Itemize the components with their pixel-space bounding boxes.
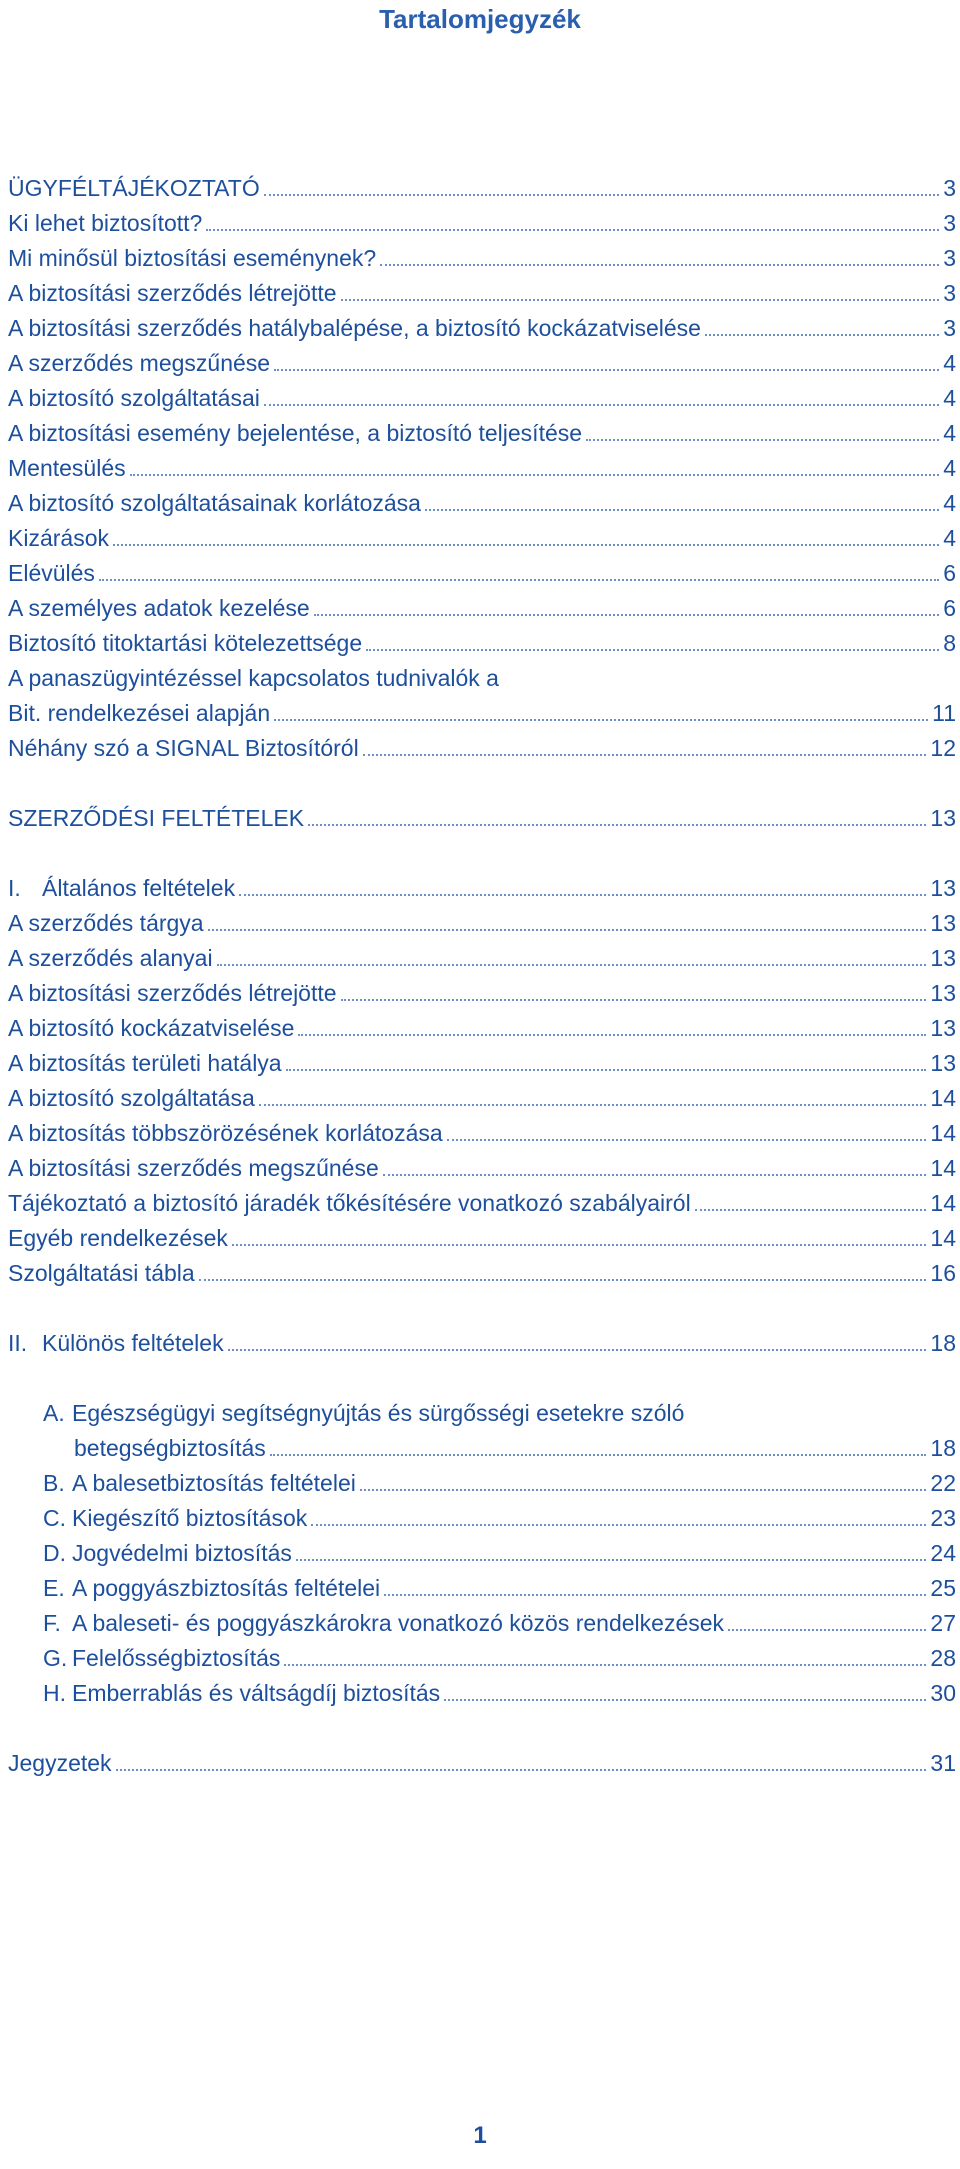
dot-leader [296,1559,927,1561]
toc-entry[interactable] [8,451,956,486]
toc-entry-page: 14 [930,1190,956,1216]
dot-leader [274,369,939,371]
toc-entry-page: 6 [943,560,956,586]
toc-entry-label: A biztosítási szerződés létrejötte [8,980,337,1006]
table-of-contents [8,171,956,1781]
toc-entry-label: Tájékoztató a biztosító járadék tőkésítésére vonatkozó szabályairól [8,1190,691,1216]
toc-entry[interactable] [8,1641,956,1676]
dot-leader [695,1209,927,1211]
part-letter: H. [43,1680,66,1706]
toc-entry-page: 12 [930,735,956,761]
toc-entry-page: 4 [943,350,956,376]
dot-leader [298,1034,926,1036]
toc-entry[interactable] [8,976,956,1011]
toc-entry-page: 28 [930,1645,956,1671]
toc-entry[interactable] [8,1431,956,1466]
toc-entry-page: 3 [943,315,956,341]
dot-leader [217,964,927,966]
toc-entry-page: 22 [930,1470,956,1496]
toc-entry-label: Kizárások [8,525,109,551]
dot-leader [341,299,940,301]
toc-entry-page: 13 [930,910,956,936]
toc-entry[interactable] [8,1571,956,1606]
toc-entry[interactable] [8,731,956,766]
toc-entry-page: 13 [930,1050,956,1076]
spacer [8,766,956,801]
dot-leader [341,999,927,1001]
dot-leader [363,754,927,756]
part-title: Jogvédelmi biztosítás [72,1540,292,1566]
toc-entry-page: 13 [930,945,956,971]
dot-leader [99,579,939,581]
dot-leader [366,649,939,651]
toc-entry[interactable] [8,1221,956,1256]
toc-entry-label: Néhány szó a SIGNAL Biztosítóról [8,735,359,761]
toc-entry-label: A személyes adatok kezelése [8,595,310,621]
part-title: A balesetbiztosítás feltételei [72,1470,356,1496]
part-title: A poggyászbiztosítás feltételei [72,1575,381,1601]
toc-entry[interactable] [8,1676,956,1711]
dot-leader [308,824,926,826]
spacer [8,1711,956,1746]
toc-entry-label: Bit. rendelkezései alapján [8,700,271,726]
toc-entry-page: 4 [943,490,956,516]
toc-entry[interactable] [8,1466,956,1501]
toc-entry-page: 27 [930,1610,956,1636]
part-letter: E. [43,1575,65,1601]
part-letter: A. [43,1400,65,1426]
dot-leader [425,509,939,511]
dot-leader [239,894,926,896]
toc-entry-label: A szerződés megszűnése [8,350,271,376]
dot-leader [199,1279,927,1281]
part-title: Különös feltételek [42,1330,224,1356]
toc-entry[interactable] [8,1011,956,1046]
toc-entry[interactable] [8,311,956,346]
part-title: Általános feltételek [42,875,236,901]
dot-leader [208,929,927,931]
dot-leader [360,1489,927,1491]
toc-entry-page: 14 [930,1155,956,1181]
toc-entry-page: 30 [930,1680,956,1706]
toc-entry[interactable] [8,801,956,836]
toc-entry[interactable] [8,1536,956,1571]
part-letter: D. [43,1540,66,1566]
toc-entry-label: A biztosítási szerződés megszűnése [8,1155,379,1181]
toc-entry-page: 25 [930,1575,956,1601]
toc-entry-page: 8 [943,630,956,656]
dot-leader [113,544,939,546]
toc-entry[interactable] [8,486,956,521]
dot-leader [274,719,928,721]
toc-entry-page: 3 [943,175,956,201]
toc-entry-label [43,1466,356,1501]
dot-leader [447,1139,927,1141]
dot-leader [705,334,939,336]
dot-leader [259,1104,927,1106]
dot-leader [206,229,939,231]
toc-entry[interactable] [8,381,956,416]
toc-entry-label: A szerződés tárgya [8,910,204,936]
toc-entry[interactable] [8,346,956,381]
toc-entry-label [43,1606,724,1641]
toc-entry[interactable] [8,1186,956,1221]
toc-entry[interactable] [8,171,956,206]
toc-entry-page: 23 [930,1505,956,1531]
part-title: A baleseti- és poggyászkárokra vonatkozó közös rendelkezések [72,1610,725,1636]
toc-entry-label [43,1536,292,1571]
dot-leader [728,1629,926,1631]
toc-entry-label: A biztosító kockázatviselése [8,1015,295,1041]
toc-entry[interactable] [8,626,956,661]
toc-entry-label: Szolgáltatási tábla [8,1260,195,1286]
toc-entry[interactable] [8,1116,956,1151]
toc-entry-label: A szerződés alanyai [8,945,213,971]
toc-entry-label: A biztosítás többszörözésének korlátozása [8,1120,443,1146]
toc-entry-label [43,1641,280,1676]
toc-entry-label: Ki lehet biztosított? [8,210,203,236]
toc-entry-page: 14 [930,1085,956,1111]
toc-entry-line[interactable] [8,661,956,696]
toc-entry[interactable] [8,241,956,276]
dot-leader [286,1069,927,1071]
dot-leader [264,404,939,406]
toc-entry-page: 3 [943,210,956,236]
part-title: Kiegészítő biztosítások [72,1505,308,1531]
part-number: I. [8,875,21,901]
dot-leader [264,194,939,196]
spacer [8,1361,956,1396]
toc-entry-label: Egyéb rendelkezések [8,1225,228,1251]
toc-entry-page: 13 [930,1015,956,1041]
toc-entry-label [43,1501,307,1536]
toc-entry[interactable] [8,591,956,626]
part-number: II. [8,1330,28,1356]
toc-entry-label: A biztosító szolgáltatásai [8,385,260,411]
toc-entry[interactable] [8,556,956,591]
toc-entry-label: betegségbiztosítás [74,1435,266,1461]
spacer [8,836,956,871]
toc-entry-page: 4 [943,385,956,411]
toc-entry[interactable] [8,1081,956,1116]
toc-entry-label [8,871,235,906]
toc-entry[interactable] [8,416,956,451]
toc-entry-page: 31 [930,1750,956,1776]
toc-entry-page: 11 [932,700,956,726]
toc-entry[interactable] [8,906,956,941]
dot-leader [270,1454,927,1456]
dot-leader [383,1174,927,1176]
toc-entry-label: Egészségügyi segítségnyújtás és sürgősségi esetekre szóló [72,1400,685,1426]
toc-entry-line[interactable] [8,1396,956,1431]
dot-leader [232,1244,926,1246]
toc-entry[interactable] [8,1046,956,1081]
toc-entry[interactable] [8,1256,956,1291]
toc-entry-label: Jegyzetek [8,1750,112,1776]
dot-leader [284,1664,926,1666]
toc-entry[interactable] [8,1746,956,1781]
toc-entry-page: 13 [930,875,956,901]
toc-entry[interactable] [8,206,956,241]
toc-entry-page: 4 [943,455,956,481]
toc-entry-page: 14 [930,1225,956,1251]
toc-entry-page: 3 [943,280,956,306]
part-letter: F. [43,1610,61,1636]
toc-entry-page: 18 [930,1435,956,1461]
part-letter: B. [43,1470,65,1496]
toc-entry[interactable] [8,871,956,906]
toc-entry-page: 6 [943,595,956,621]
toc-entry[interactable] [8,276,956,311]
toc-entry-page: 18 [930,1330,956,1356]
toc-entry-label: A biztosítási szerződés hatálybalépése, a biztosító kockázatviselése [8,315,701,341]
dot-leader [228,1349,927,1351]
toc-entry-page: 16 [930,1260,956,1286]
toc-entry-label: A panaszügyintézéssel kapcsolatos tudnivalók a [8,665,499,691]
toc-entry-label [43,1571,380,1606]
toc-entry-label: ÜGYFÉLTÁJÉKOZTATÓ [8,175,260,201]
part-title: Felelősségbiztosítás [72,1645,281,1671]
toc-entry-page: 14 [930,1120,956,1146]
toc-entry-label: A biztosítás területi hatálya [8,1050,282,1076]
toc-entry-page: 13 [930,980,956,1006]
toc-entry-page: 4 [943,420,956,446]
dot-leader [586,439,939,441]
dot-leader [384,1594,926,1596]
toc-entry-label [8,1326,224,1361]
toc-entry[interactable] [8,941,956,976]
part-letter: C. [43,1505,66,1531]
dot-leader [130,474,940,476]
toc-entry-label [43,1676,440,1711]
toc-entry-label: Mi minősül biztosítási eseménynek? [8,245,377,271]
dot-leader [116,1769,927,1771]
spacer [8,1291,956,1326]
page-title: Tartalomjegyzék [379,4,581,34]
dot-leader [444,1699,926,1701]
toc-entry-label: A biztosító szolgáltatása [8,1085,255,1111]
toc-entry-label: SZERZŐDÉSI FELTÉTELEK [8,805,305,831]
toc-entry[interactable] [8,1501,956,1536]
toc-entry-label: A biztosító szolgáltatásainak korlátozása [8,490,421,516]
toc-entry[interactable] [8,1326,956,1361]
toc-entry-label: Biztosító titoktartási kötelezettsége [8,630,363,656]
toc-entry-label: A biztosítási esemény bejelentése, a biztosító teljesítése [8,420,583,446]
toc-entry[interactable] [8,1151,956,1186]
toc-entry[interactable] [8,1606,956,1641]
part-title: Emberrablás és váltságdíj biztosítás [72,1680,441,1706]
toc-entry[interactable] [8,696,956,731]
part-letter: G. [43,1645,68,1671]
page-number: 1 [473,2122,487,2149]
dot-leader [314,614,939,616]
toc-entry-page: 13 [930,805,956,831]
toc-entry-page: 3 [943,245,956,271]
toc-entry-label: Mentesülés [8,455,126,481]
toc-entry-label: Elévülés [8,560,95,586]
toc-entry[interactable] [8,521,956,556]
toc-entry-page: 24 [930,1540,956,1566]
toc-entry-page: 4 [943,525,956,551]
dot-leader [380,264,939,266]
toc-entry-label: A biztosítási szerződés létrejötte [8,280,337,306]
dot-leader [311,1524,926,1526]
